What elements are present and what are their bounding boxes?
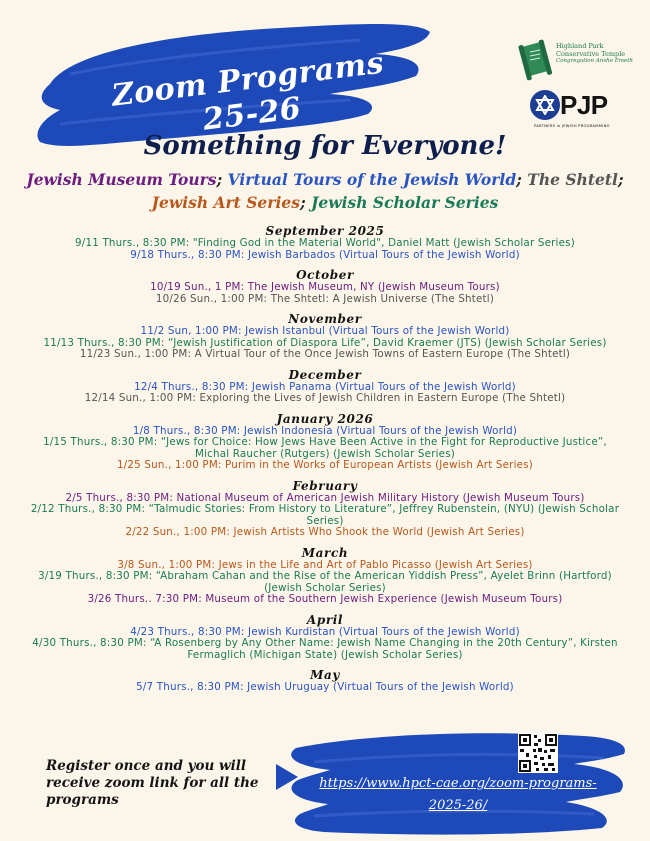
program-entry: 5/7 Thurs., 8:30 PM: Jewish Uruguay (Virtual Tours of the Jewish World) bbox=[136, 681, 514, 693]
hpct-congregation: Congregation Anshe Emeth bbox=[556, 58, 633, 64]
separator: ; bbox=[617, 170, 624, 189]
series-museum: Jewish Museum Tours bbox=[26, 170, 217, 189]
star-of-david-icon bbox=[530, 90, 560, 120]
program-entry: 11/2 Sun, 1:00 PM: Jewish Istanbul (Virtual Tours of the Jewish World) bbox=[140, 325, 510, 337]
program-entry: 4/23 Thurs., 8:30 PM: Jewish Kurdistan (Virtual Tours of the Jewish World) bbox=[130, 625, 520, 638]
month-heading: March bbox=[301, 545, 349, 560]
program-entry: 1/8 Thurs., 8:30 PM: Jewish Indonesia (Virtual Tours of the Jewish World) bbox=[132, 424, 518, 437]
program-entry: 1/25 Sun., 1:00 PM: Purim in the Works of European Artists (Jewish Art Series) bbox=[117, 459, 533, 471]
series-scholar: Jewish Scholar Series bbox=[311, 193, 499, 212]
separator: ; bbox=[216, 170, 223, 189]
series-shtetl: The Shtetl bbox=[527, 170, 618, 189]
month-heading: December bbox=[288, 367, 362, 382]
month-heading: May bbox=[310, 668, 340, 682]
program-entry: 10/26 Sun., 1:00 PM: The Shtetl: A Jewish Universe (The Shtetl) bbox=[155, 292, 495, 305]
series-legend-line-2 bbox=[0, 193, 650, 212]
pjp-wordmark: PJP bbox=[560, 90, 608, 120]
register-note: Register once and you will receive zoom link for all the programs bbox=[46, 758, 259, 808]
separator: ; bbox=[299, 193, 306, 212]
program-entry: 4/30 Thurs., 8:30 PM: “A Rosenberg by Any Other Name: Jewish Name Changing in the 20th Century”, Kirsten Fermaglich (Michigan State) (Jewish Scholar Series) bbox=[32, 637, 618, 661]
month-heading: February bbox=[292, 478, 358, 493]
qr-code-icon bbox=[518, 733, 558, 773]
qr-code[interactable] bbox=[518, 733, 558, 773]
program-entry: 2/12 Thurs., 8:30 PM: “Talmudic Stories: From History to Literature”, Jeffrey Rubenstein, (NYU) (Jewish Scholar Series) bbox=[30, 503, 620, 527]
program-entry: 11/13 Thurs., 8:30 PM: “Jewish Justification of Diaspora Life”, David Kraemer (JTS) (Jewish Scholar Series) bbox=[43, 336, 607, 349]
month-heading: January 2026 bbox=[276, 411, 374, 426]
registration-link[interactable]: https://www.hpct-cae.org/zoom-programs-2025-26/ bbox=[319, 776, 597, 813]
page-title: Something for Everyone! bbox=[143, 131, 507, 161]
torah-scroll-icon bbox=[518, 38, 552, 82]
program-entry: 12/14 Sun., 1:00 PM: Exploring the Lives of Jewish Children in Eastern Europe (The Shtetl) bbox=[84, 392, 566, 404]
program-entry: 9/18 Thurs., 8:30 PM: Jewish Barbados (Virtual Tours of the Jewish World) bbox=[130, 248, 520, 261]
program-entry: 11/23 Sun., 1:00 PM: A Virtual Tour of the Once Jewish Towns of Eastern Europe (The Shtetl) bbox=[79, 348, 571, 360]
hpct-logo bbox=[518, 36, 638, 86]
separator: ; bbox=[516, 170, 522, 189]
program-schedule bbox=[30, 224, 620, 694]
program-entry: 2/22 Sun., 1:00 PM: Jewish Artists Who Shook the World (Jewish Art Series) bbox=[125, 526, 525, 538]
month-heading: September 2025 bbox=[265, 224, 385, 238]
hpct-name: Highland Park Conservative Temple bbox=[556, 42, 626, 58]
month-heading: April bbox=[306, 612, 344, 627]
program-entry: 12/4 Thurs., 8:30 PM: Jewish Panama (Virtual Tours of the Jewish World) bbox=[134, 380, 516, 393]
program-entry: 3/8 Sun., 1:00 PM: Jews in the Life and Art of Pablo Picasso (Jewish Art Series) bbox=[117, 558, 533, 571]
program-entry: 10/19 Sun., 1 PM: The Jewish Museum, NY (Jewish Museum Tours) bbox=[150, 281, 500, 293]
pjp-subtitle: PARTNERS in JEWISH PROGRAMMING bbox=[534, 123, 610, 128]
program-entry: 3/26 Thurs.. 7:30 PM: Museum of the Southern Jewish Experience (Jewish Museum Tours) bbox=[87, 593, 563, 605]
program-entry: 2/5 Thurs., 8:30 PM: National Museum of American Jewish Military History (Jewish Museum Tours) bbox=[65, 491, 585, 504]
pjp-logo bbox=[530, 90, 630, 132]
month-heading: October bbox=[296, 268, 354, 282]
program-entry: 3/19 Thurs., 8:30 PM: “Abraham Cahan and the Rise of the American Yiddish Press”, Ayelet Brinn (Hartford) (Jewish Scholar Series) bbox=[38, 570, 612, 594]
program-entry: 1/15 Thurs., 8:30 PM: “Jews for Choice: How Jews Have Been Active in the Fight for Reproductive Justice”, Michal Raucher (Rutgers) (Jewish Scholar Series) bbox=[43, 436, 607, 460]
program-entry: 9/11 Thurs., 8:30 PM: "Finding God in the Material World", Daniel Matt (Jewish Scholar Series) bbox=[75, 237, 575, 249]
series-art: Jewish Art Series bbox=[151, 193, 300, 212]
month-heading: November bbox=[288, 312, 362, 326]
series-virtual: Virtual Tours of the Jewish World bbox=[227, 170, 517, 189]
banner-title: Zoom Programs 25-26 bbox=[109, 45, 386, 138]
series-legend-line-1 bbox=[0, 170, 650, 189]
